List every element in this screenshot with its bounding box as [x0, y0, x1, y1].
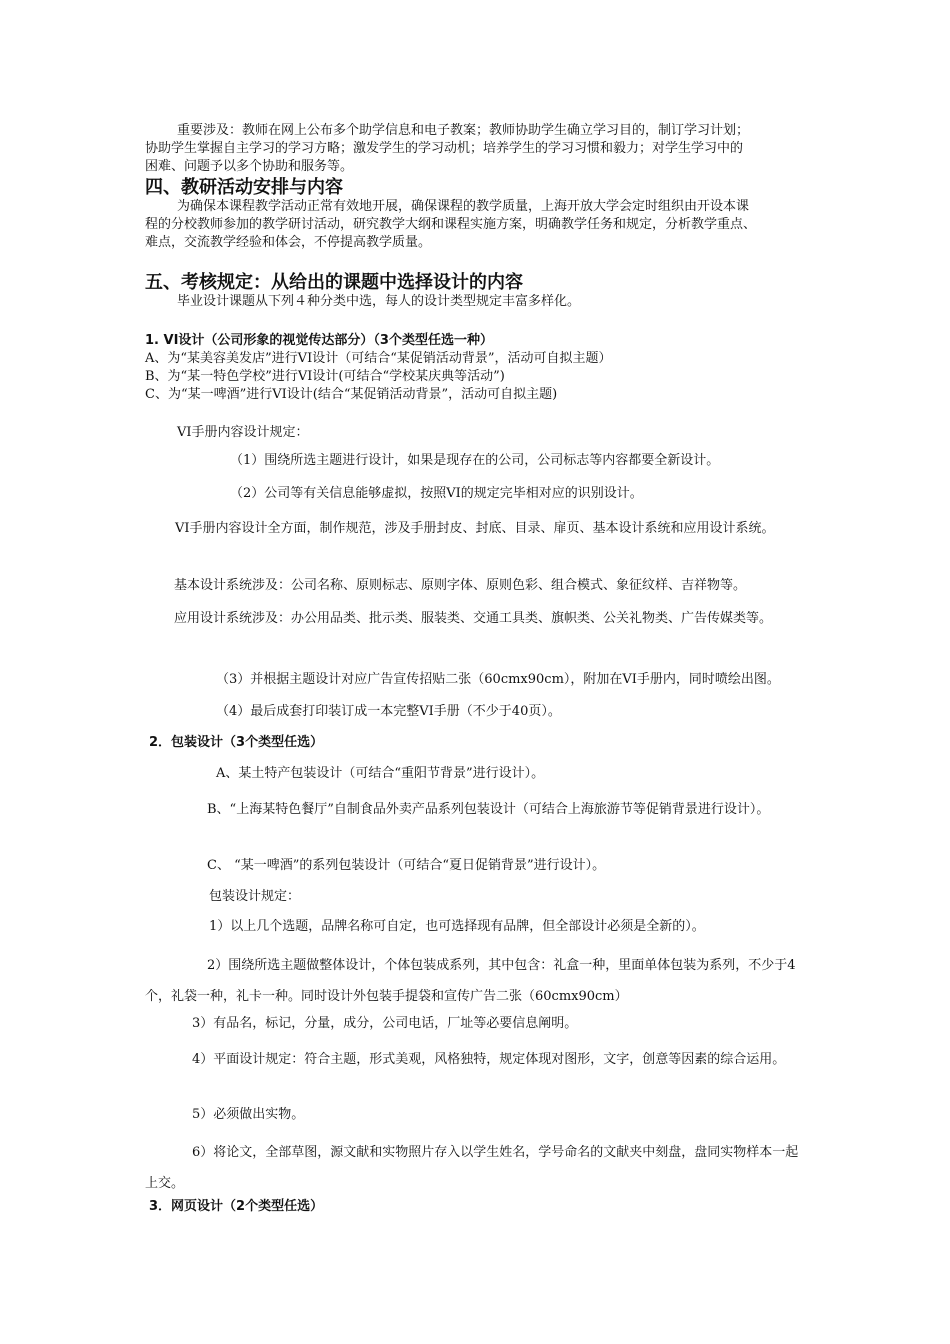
vi-manual-paragraph: VI手册内容设计全方面，制作规范，涉及手册封皮、封底、目录、扉页、基本设计系统和应用设计系统。: [175, 521, 775, 536]
pack-option-a: A、某土特产包装设计（可结合“重阳节背景”进行设计）。: [216, 766, 545, 781]
web-heading: 3．网页设计（2个类型任选）: [149, 1199, 324, 1214]
section-5-intro: 毕业设计课题从下列４种分类中选，每人的设计类型规定丰富多样化。: [177, 294, 581, 309]
pack-rules-title: 包装设计规定：: [209, 889, 301, 904]
pack-rule-3: 3）有品名，标记，分量，成分，公司电话，厂址等必要信息阐明。: [192, 1016, 578, 1031]
vi-option-b: B、为“某一特色学校”进行VI设计(可结合“学校某庆典等活动”): [145, 369, 505, 384]
pack-rule-4: 4）平面设计规定：符合主题，形式美观，风格独特，规定体现对图形，文字，创意等因素的综合运用。: [192, 1052, 786, 1067]
intro-line-3: 困难、问题予以多个协助和服务等。: [145, 159, 354, 174]
vi-rule-1: （1）围绕所选主题进行设计，如果是现存在的公司，公司标志等内容都要全新设计。: [230, 453, 720, 468]
pack-rule-2: 2）围绕所选主题做整体设计，个体包装成系列，其中包含：礼盒一种，里面单体包装为系列，不少于4个，礼袋一种，礼卡一种。同时设计外包装手提袋和宣传广告二张（60cmx90cm）: [145, 958, 796, 1004]
pack-heading: 2．包装设计（3个类型任选）: [149, 735, 324, 750]
vi-rule-3: （3）并根据主题设计对应广告宣传招贴二张（60cmx90cm），附加在VI手册内，同时喷绘出图。: [216, 672, 780, 687]
pack-rule-5: 5）必须做出实物。: [192, 1107, 305, 1122]
pack-option-c: C、 “某一啤酒”的系列包装设计（可结合“夏日促销背景”进行设计）。: [207, 858, 606, 873]
section-4-heading: 四、教研活动安排与内容: [145, 177, 343, 198]
section-4-line-3: 难点，交流教学经验和体会，不停提高教学质量。: [145, 235, 432, 250]
vi-applied-system: 应用设计系统涉及：办公用品类、批示类、服装类、交通工具类、旗帜类、公关礼物类、广告传媒类等。: [174, 611, 773, 626]
vi-option-a: A、为“某美容美发店”进行VI设计（可结合“某促销活动背景”，活动可自拟主题）: [145, 351, 612, 366]
vi-rule-2: （2）公司等有关信息能够虚拟，按照VI的规定完毕相对应的识别设计。: [230, 486, 643, 501]
vi-basic-system: 基本设计系统涉及：公司名称、原则标志、原则字体、原则色彩、组合模式、象征纹样、吉祥物等。: [174, 578, 747, 593]
pack-rule-1: 1）以上几个选题，品牌名称可自定，也可选择现有品牌，但全部设计必须是全新的）。: [209, 919, 705, 934]
section-5-heading: 五、考核规定：从给出的课题中选择设计的内容: [145, 272, 523, 293]
vi-option-c: C、为“某一啤酒”进行VI设计(结合“某促销活动背景”，活动可自拟主题): [145, 387, 558, 402]
vi-rules-title: VI手册内容设计规定：: [177, 425, 309, 440]
section-4-line-1: 为确保本课程教学活动正常有效地开展，确保课程的教学质量，上海开放大学会定时组织由开设本课: [177, 199, 750, 214]
intro-line-1: 重要涉及：教师在网上公布多个助学信息和电子教案；教师协助学生确立学习目的，制订学习计划；: [177, 123, 750, 138]
pack-option-b: B、“上海某特色餐厅”自制食品外卖产品系列包装设计（可结合上海旅游节等促销背景进行设计）。: [207, 802, 770, 817]
section-4-line-2: 程的分校教师参加的教学研讨活动，研究教学大纲和课程实施方案，明确教学任务和规定，分析教学重点、: [145, 217, 757, 232]
intro-line-2: 协助学生掌握自主学习的学习方略；激发学生的学习动机；培养学生的学习习惯和毅力；对学生学习中的: [145, 141, 744, 156]
vi-rule-4: （4）最后成套打印装订成一本完整VI手册（不少于40页）。: [216, 704, 561, 719]
vi-heading: 1. VI设计（公司形象的视觉传达部分）（3个类型任选一种）: [145, 333, 493, 348]
pack-rule-6: 6）将论文，全部草图，源文献和实物照片存入以学生姓名，学号命名的文献夹中刻盘，盘同实物样本一起上交。: [145, 1145, 799, 1191]
